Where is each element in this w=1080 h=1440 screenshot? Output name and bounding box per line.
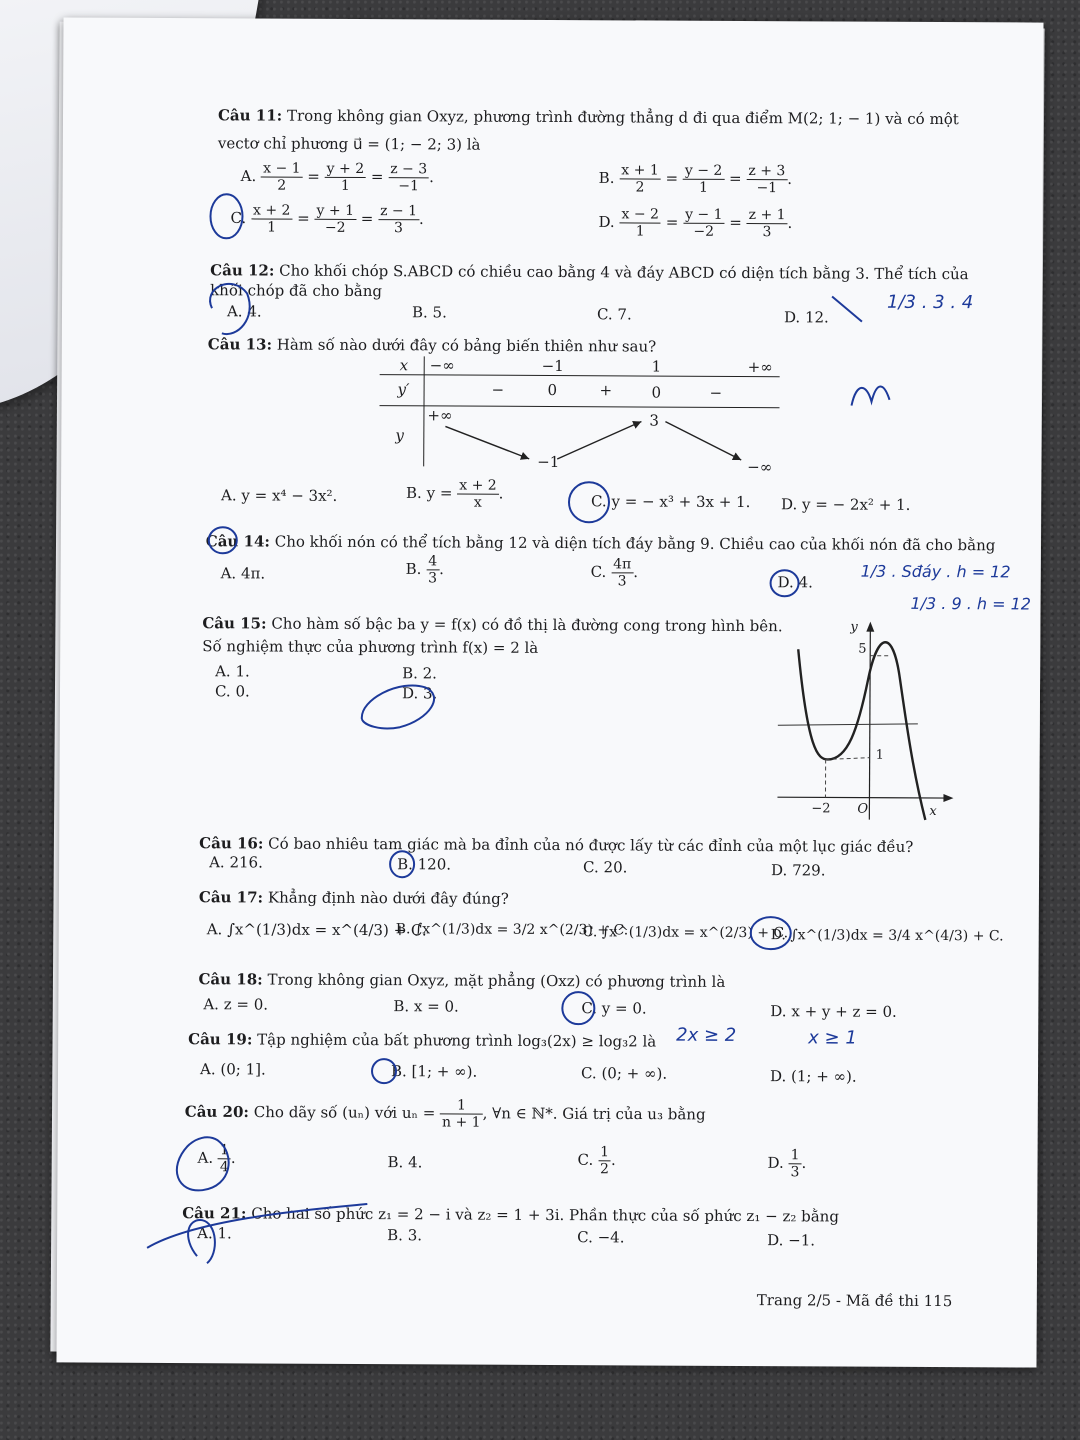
option-b: B. [1; + ∞). <box>390 1062 478 1081</box>
exam-page <box>56 17 1043 1367</box>
option-c: C. $\frac{1}{2}$ . <box>577 1144 616 1178</box>
option-b: B. 2. <box>402 664 438 683</box>
option-a: A. 4π. <box>220 564 266 583</box>
option-b: B. $\frac{x + 1}{2}$ = $\frac{y - 2}{1}$ = $\frac{z + 3}{-1}$ . <box>598 162 793 197</box>
question-15: Câu 15: Cho hàm số bậc ba y = f(x) có đồ thị là đường cong trong hình bên. <box>202 614 783 636</box>
option-c: C. y = − x³ + 3x + 1. <box>590 492 751 512</box>
option-c: C. y = 0. <box>581 999 647 1018</box>
handwritten-note: 1/3 . 9 . h = 12 <box>910 593 1032 614</box>
option-d: D. 12. <box>783 308 829 327</box>
option-a: A. 1. <box>215 662 250 681</box>
option-c: C. $\frac{4\pi}{3}$ . <box>590 556 639 590</box>
option-d: D. 3. <box>401 684 438 703</box>
option-d: D. 4. <box>777 573 813 592</box>
question-number: Câu 11: <box>217 106 283 125</box>
option-c: C. 20. <box>583 858 628 877</box>
option-b: B. 120. <box>397 855 452 874</box>
option-d: D. 729. <box>771 861 826 880</box>
option-d: D. (1; + ∞). <box>769 1067 857 1086</box>
option-c: C. (0; + ∞). <box>580 1064 668 1083</box>
question-13: Câu 13: Hàm số nào dưới đây có bảng biến thiên như sau? <box>207 335 657 356</box>
question-text: Trong không gian Oxyz, phương trình đường thẳng d đi qua điểm M(2; 1; − 1) và có một <box>286 106 959 129</box>
option-c: C. 0. <box>214 682 250 701</box>
variation-table: x −∞ −1 1 +∞ y′ − 0 + 0 − y +∞ 3 −1 −∞ <box>379 356 780 468</box>
handwritten-note: 1/3 . Sđáy . h = 12 <box>860 561 1011 582</box>
option-d: D. $\frac{x - 2}{1}$ = $\frac{y - 1}{-2}$ = $\frac{z + 1}{3}$ . <box>598 206 793 241</box>
option-a: A. 1. <box>197 1224 232 1243</box>
option-b: B. 3. <box>387 1226 423 1245</box>
option-a: A. z = 0. <box>203 995 269 1014</box>
option-d: D. x + y + z = 0. <box>770 1002 897 1021</box>
option-d: D. y = − 2x² + 1. <box>780 495 911 514</box>
question-20: Câu 20: Cho dãy số (uₙ) với uₙ = $\frac{1}{n + 1}$ , ∀n ∈ ℕ*. Giá trị của u₃ bằng <box>184 1097 706 1131</box>
question-16: Câu 16: Có bao nhiêu tam giác mà ba đỉnh của nó được lấy từ các đỉnh của một lục giác đều? <box>199 834 914 856</box>
option-d: D. −1. <box>767 1231 816 1250</box>
option-b: B. 5. <box>411 303 447 322</box>
question-14: Câu 14: Cho khối nón có thể tích bằng 12 và diện tích đáy bằng 9. Chiều cao của khối nón đã cho bằng <box>205 532 996 555</box>
question-12: Câu 12: Cho khối chóp S.ABCD có chiều cao bằng 4 và đáy ABCD có diện tích bằng 3. Thể tích của <box>210 261 969 284</box>
handwritten-note: 1/3 . 3 . 4 <box>886 291 974 314</box>
option-a: A. $\frac{1}{4}$ . <box>197 1142 236 1176</box>
option-b: B. x = 0. <box>393 997 459 1016</box>
handwritten-note: x ≥ 1 <box>808 1027 857 1049</box>
question-text-line2: khối chóp đã cho bằng <box>210 281 383 301</box>
option-a: A. y = x⁴ − 3x². <box>220 486 338 505</box>
handwritten-note: 2x ≥ 2 <box>676 1024 737 1046</box>
page-footer: Trang 2/5 - Mã đề thi 115 <box>756 1291 953 1311</box>
question-18: Câu 18: Trong không gian Oxyz, mặt phẳng (Oxz) có phương trình là <box>198 970 726 991</box>
option-c: C. $\frac{x + 2}{1}$ = $\frac{y + 1}{-2}$ = $\frac{z - 1}{3}$ . <box>230 202 424 237</box>
option-d: D. $\frac{1}{3}$ . <box>767 1147 807 1181</box>
option-a: A. 4. <box>226 302 262 321</box>
option-d: D. ∫x^(1/3)dx = 3/4 x^(4/3) + C. <box>770 927 1004 945</box>
question-17: Câu 17: Khẳng định nào dưới đây đúng? <box>198 888 509 908</box>
question-text-line2: vectơ chỉ phương u⃗ = (1; − 2; 3) là <box>217 134 481 154</box>
option-b: B. 4. <box>387 1153 423 1172</box>
cubic-graph: y 5 1 −2 O x <box>777 619 958 820</box>
option-c: C. 7. <box>596 305 632 324</box>
option-a: A. 216. <box>209 853 263 872</box>
option-c: C. ∫x^(1/3)dx = x^(2/3) + C. <box>582 924 789 942</box>
option-b: B. $\frac{4}{3}$ . <box>405 553 444 587</box>
option-b: B. ∫x^(1/3)dx = 3/2 x^(2/3) + C. <box>395 921 629 939</box>
option-b: B. y = $\frac{x + 2}{x}$ . <box>405 477 504 511</box>
question-19: Câu 19: Tập nghiệm của bất phương trình log₃(2x) ≥ log₃2 là <box>188 1030 657 1051</box>
question-text-line2: Số nghiệm thực của phương trình f(x) = 2 là <box>202 637 539 657</box>
option-a: A. ∫x^(1/3)dx = x^(4/3) + C. <box>206 920 427 940</box>
option-a: A. (0; 1]. <box>199 1060 266 1079</box>
option-a: A. $\frac{x - 1}{2}$ = $\frac{y + 2}{1}$ = $\frac{z - 3}{-1}$ . <box>240 160 434 195</box>
option-c: C. −4. <box>577 1228 625 1247</box>
pen-annotations <box>56 17 1043 1367</box>
question-21: Câu 21: Cho hai số phức z₁ = 2 − i và z₂ = 1 + 3i. Phần thực của số phức z₁ − z₂ bằng <box>182 1204 840 1226</box>
